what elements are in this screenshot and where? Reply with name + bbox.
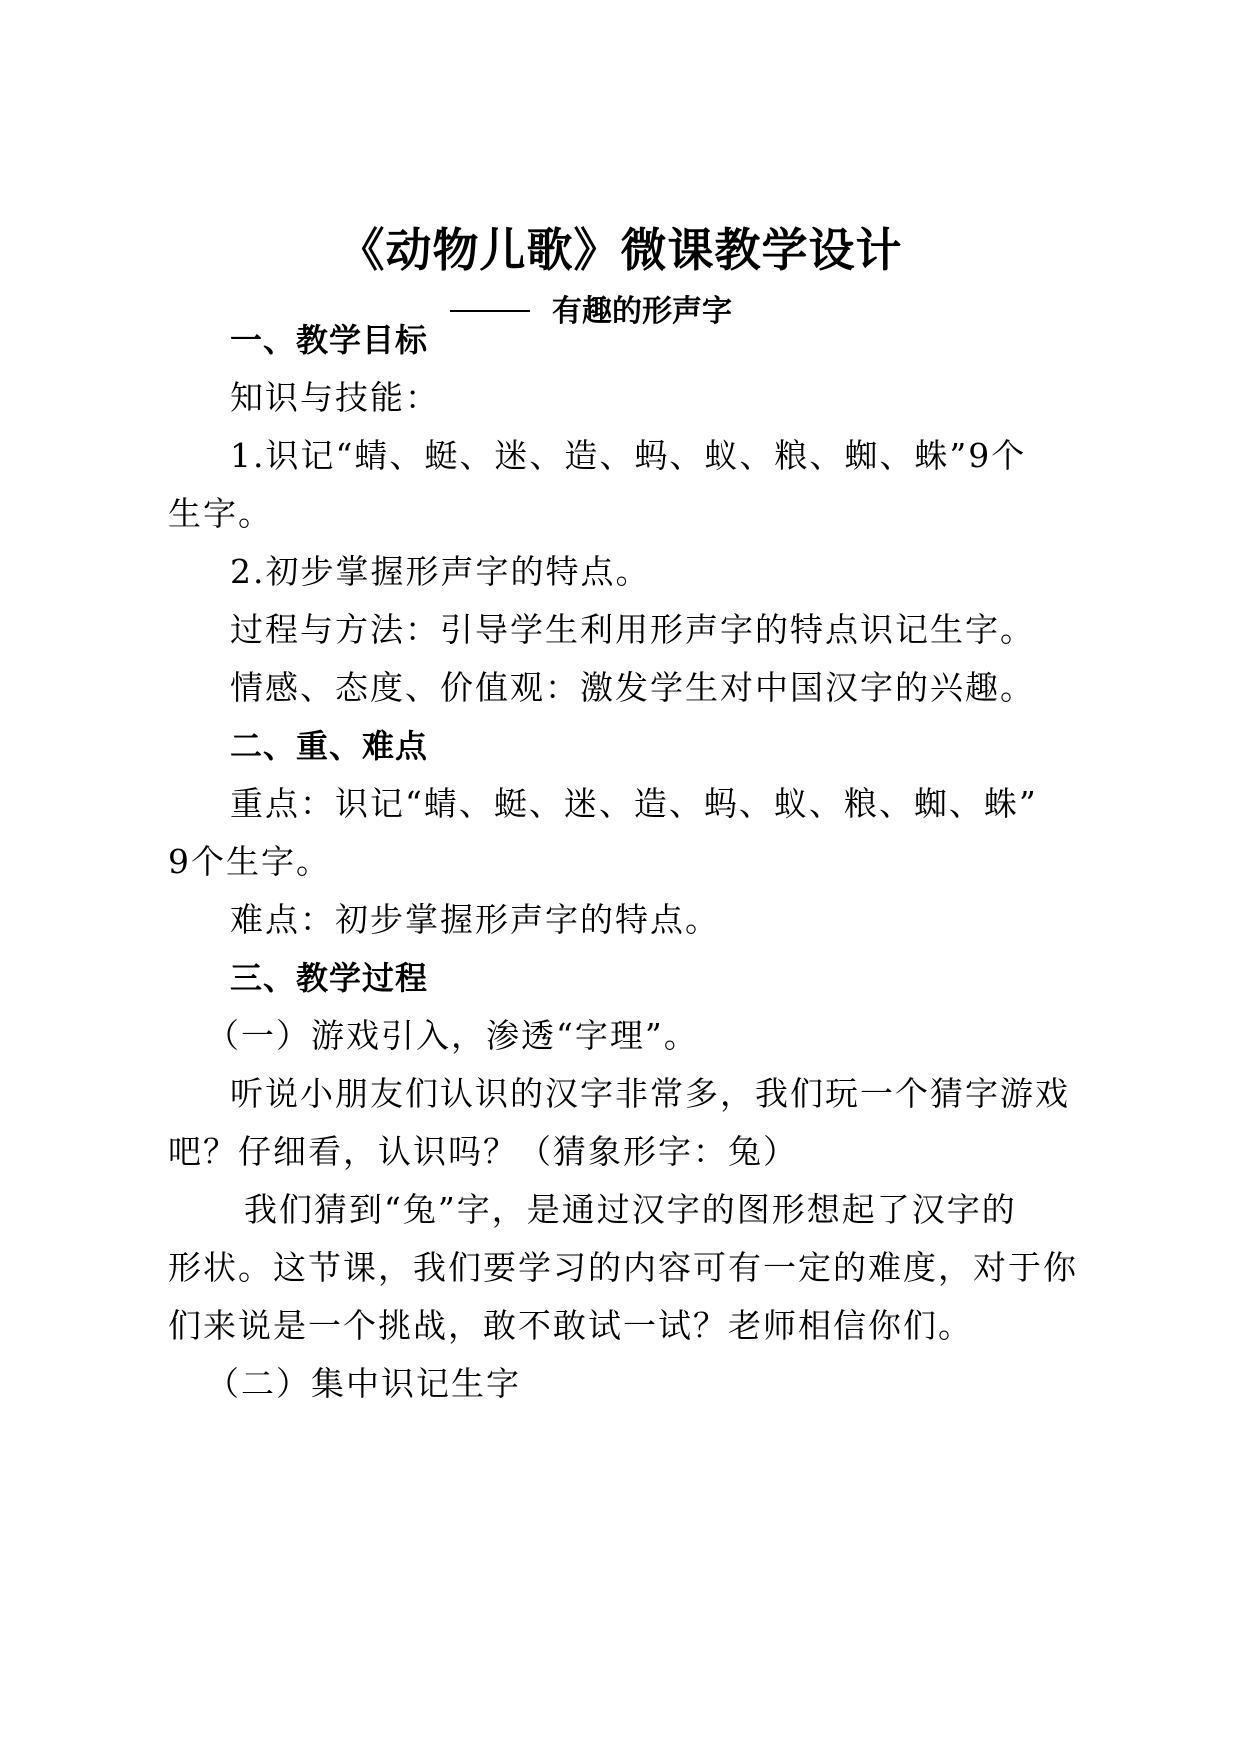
objective-item-2: 2.初步掌握形声字的特点。 <box>230 552 651 591</box>
difficulty-text: 难点：初步掌握形声字的特点。 <box>230 900 720 939</box>
emotion-values-text: 情感、态度、价值观：激发学生对中国汉字的兴趣。 <box>230 668 1035 707</box>
document-subtitle <box>450 292 732 332</box>
process-paragraph-2-line-1: 我们猜到“兔”字，是通过汉字的图形想起了汉字的 <box>244 1190 1017 1229</box>
subtitle-dash <box>450 310 530 312</box>
subtitle-text: 有趣的形声字 <box>552 294 732 329</box>
document-title: 《动物儿歌》微课教学设计 <box>338 223 903 277</box>
section-heading-key-points: 二、重、难点 <box>230 727 429 765</box>
objective-item-1-line-2: 生字。 <box>168 494 273 533</box>
process-part-1-heading: （一）游戏引入，渗透“字理”。 <box>206 1016 699 1055</box>
process-paragraph-1-line-2: 吧？仔细看，认识吗？（猜象形字：兔） <box>168 1132 798 1171</box>
key-point-line-2: 9个生字。 <box>168 842 331 881</box>
process-paragraph-1-line-1: 听说小朋友们认识的汉字非常多，我们玩一个猜字游戏 <box>230 1074 1070 1113</box>
section-heading-objectives: 一、教学目标 <box>230 321 429 359</box>
process-paragraph-2-line-2: 形状。这节课，我们要学习的内容可有一定的难度，对于你 <box>168 1248 1078 1287</box>
knowledge-skills-label: 知识与技能： <box>230 378 440 417</box>
process-method-text: 过程与方法：引导学生利用形声字的特点识记生字。 <box>230 610 1035 649</box>
objective-item-1-line-1: 1.识记“蜻、蜓、迷、造、蚂、蚁、粮、蜘、蛛”9个 <box>230 436 1027 475</box>
key-point-line-1: 重点：识记“蜻、蜓、迷、造、蚂、蚁、粮、蜘、蛛” <box>230 784 1038 823</box>
section-heading-process: 三、教学过程 <box>230 959 429 997</box>
process-paragraph-2-line-3: 们来说是一个挑战，敢不敢试一试？老师相信你们。 <box>168 1306 973 1345</box>
process-part-2-heading: （二）集中识记生字 <box>206 1364 521 1403</box>
